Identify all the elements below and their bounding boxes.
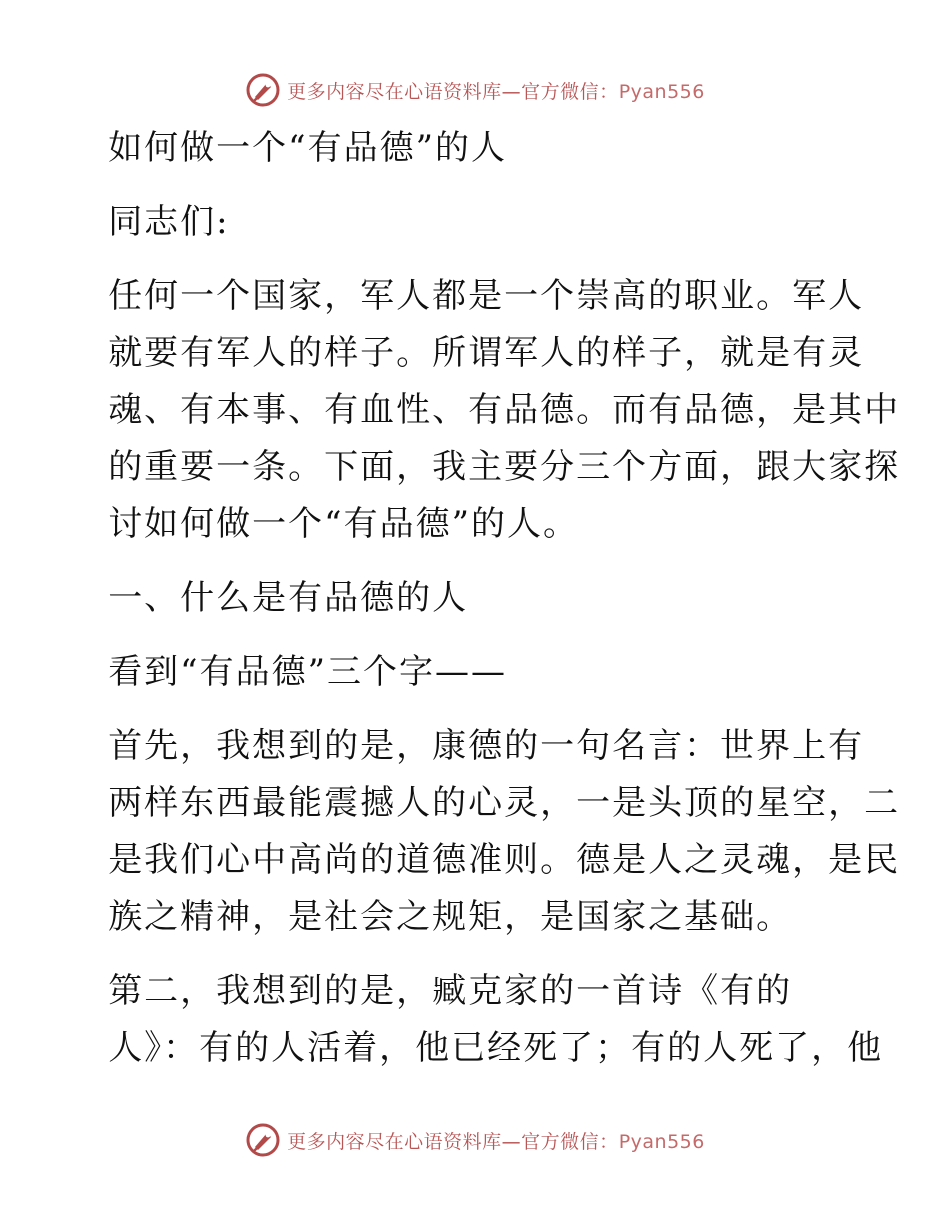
- text-line: 人》：有的人活着，他已经死了；有的人死了，他: [108, 1028, 884, 1068]
- document-title: 如何做一个“有品德”的人: [108, 128, 507, 168]
- paragraph-first: [98, 718, 901, 946]
- text-line: 看到“有品德”三个字——: [108, 652, 507, 692]
- watermark-wechat-label: 官方微信：: [521, 80, 619, 103]
- watermark-group: [245, 1122, 705, 1158]
- text-line: 讨如何做一个“有品德”的人。: [108, 504, 579, 544]
- paragraph-intro: [98, 268, 901, 553]
- footer-watermark: [0, 1120, 950, 1160]
- text-line: 首先，我想到的是，康德的一句名言：世界上有: [108, 726, 865, 766]
- watermark-separator: —: [501, 1130, 522, 1153]
- section-heading-1: [98, 570, 858, 627]
- text-line: 任何一个国家，军人都是一个崇高的职业。军人: [108, 276, 865, 316]
- watermark-group: [245, 72, 705, 108]
- watermark-wechat-id: Pyan556: [618, 1130, 705, 1153]
- watermark-separator: —: [501, 80, 522, 103]
- salutation: 同志们:: [108, 202, 230, 242]
- text-line: 两样东西最能震撼人的心灵，一是头顶的星空，二: [108, 783, 901, 823]
- watermark-text: [287, 1127, 705, 1154]
- text-line: 是我们心中高尚的道德准则。德是人之灵魂，是民: [108, 840, 901, 880]
- text-line: 一、什么是有品德的人: [108, 578, 469, 618]
- watermark-brand: 更多内容尽在心语资料库: [287, 80, 502, 103]
- pen-nib-circle-icon: [245, 72, 281, 108]
- paragraph-seeing: [98, 644, 858, 701]
- document-body: [98, 120, 901, 1094]
- watermark-wechat-label: 官方微信：: [521, 1130, 619, 1153]
- watermark-text: [287, 77, 705, 104]
- text-line: 魂、有本事、有血性、有品德。而有品德，是其中: [108, 390, 901, 430]
- text-line: 就要有军人的样子。所谓军人的样子，就是有灵: [108, 333, 865, 373]
- header-watermark: [0, 70, 950, 110]
- text-line: 族之精神，是社会之规矩，是国家之基础。: [108, 897, 793, 937]
- pen-nib-circle-icon: [245, 1122, 281, 1158]
- watermark-wechat-id: Pyan556: [618, 80, 705, 103]
- watermark-brand: 更多内容尽在心语资料库: [287, 1130, 502, 1153]
- text-line: 第二，我想到的是，臧克家的一首诗《有的: [108, 971, 793, 1011]
- text-line: 的重要一条。下面，我主要分三个方面，跟大家探: [108, 447, 901, 487]
- paragraph-second: [98, 963, 884, 1077]
